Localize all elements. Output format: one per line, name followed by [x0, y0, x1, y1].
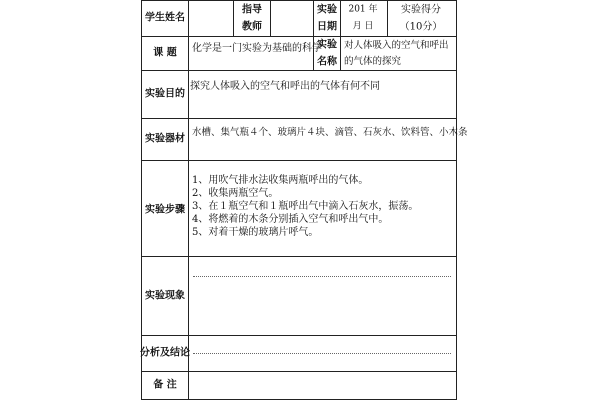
topic-label: 课 题 — [153, 47, 177, 59]
purpose-value: 探究人体吸入的空气和呼出的气体有何不同 — [190, 81, 380, 92]
remarks-label: 备 注 — [153, 379, 177, 391]
score-label: 实验得分 — [401, 4, 441, 16]
observation-field[interactable] — [189, 257, 456, 335]
step-item: 1、用吹气排水法收集两瓶呼出的气体。 — [192, 175, 369, 186]
observation-label: 实验现象 — [145, 290, 185, 302]
advisor-label-line2: 教师 — [242, 21, 262, 33]
analysis-label: 分析及结论 — [140, 347, 190, 359]
equipment-value: 水槽、集气瓶４个、玻璃片４块、滴管、石灰水、饮料管、小木条 — [192, 127, 468, 138]
step-item: 4、将燃着的木条分别插入空气和呼出气中。 — [192, 214, 389, 225]
date-value-month-day: 月 日 — [352, 21, 374, 32]
advisor-field[interactable] — [271, 1, 313, 36]
topic-value: 化学是一门实验为基础的科学 — [192, 43, 322, 54]
step-item: 2、收集两瓶空气。 — [192, 188, 279, 199]
remarks-field[interactable] — [189, 372, 456, 399]
equipment-label: 实验器材 — [145, 133, 185, 145]
analysis-field[interactable] — [189, 336, 456, 371]
date-value-year: 201 年 — [348, 4, 378, 15]
purpose-label: 实验目的 — [145, 88, 185, 100]
student-name-field[interactable] — [189, 1, 232, 36]
experiment-name-label-line2: 名称 — [317, 56, 337, 68]
experiment-name-label-line1: 实验 — [317, 39, 337, 51]
step-item: 5、对着干燥的玻璃片呼气。 — [192, 227, 319, 238]
experiment-name-line1: 对人体吸入的空气和呼出 — [344, 40, 449, 51]
steps-label: 实验步骤 — [145, 204, 185, 216]
experiment-name-line2: 的气体的探究 — [344, 56, 402, 67]
advisor-label-line1: 指导 — [242, 4, 262, 16]
experiment-report-table — [140, 0, 468, 400]
step-item: 3、在１瓶空气和１瓶呼出气中滴入石灰水，振荡。 — [192, 201, 419, 212]
student-name-label: 学生姓名 — [145, 12, 185, 24]
date-label-line2: 日期 — [317, 21, 337, 33]
date-label-line1: 实验 — [317, 4, 337, 16]
score-value: （10分） — [399, 21, 443, 33]
